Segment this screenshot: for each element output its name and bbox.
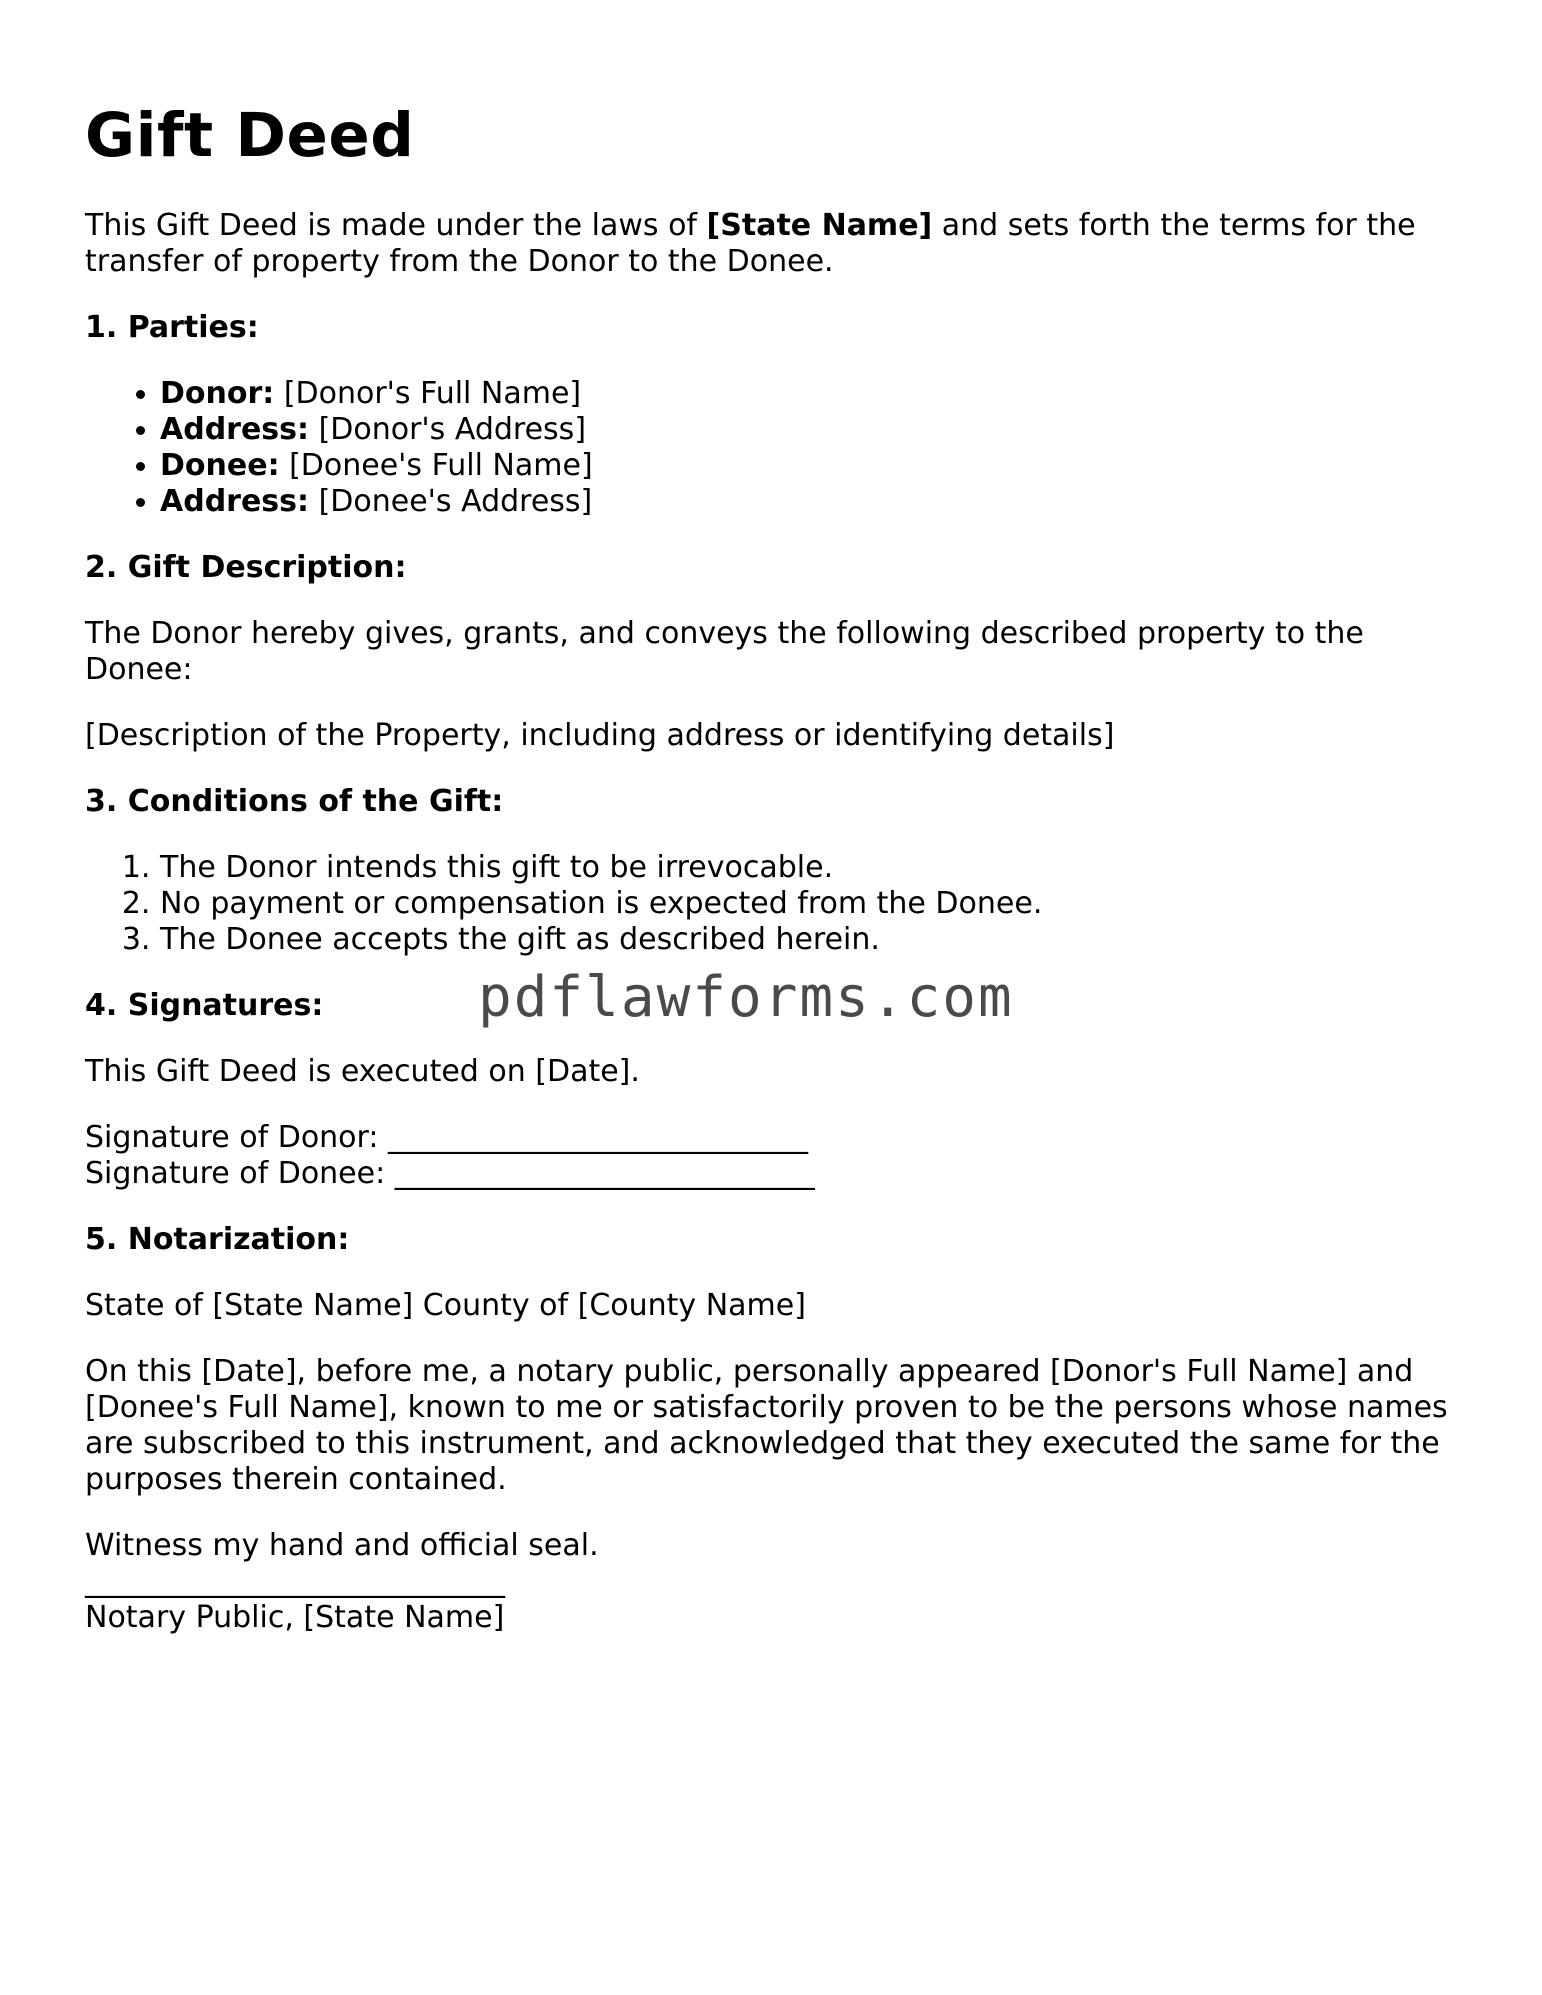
party-label: Donor: — [160, 376, 275, 411]
conditions-heading: 3. Conditions of the Gift: — [85, 784, 504, 819]
notary-signature-line: ____________________________ — [85, 1564, 505, 1599]
parties-list — [85, 376, 1465, 520]
signature-block — [85, 1120, 1465, 1192]
list-item — [160, 412, 1465, 448]
party-label: Address: — [160, 484, 310, 519]
parties-heading: 1. Parties: — [85, 310, 259, 345]
list-item — [160, 376, 1465, 412]
party-value: [Donor's Address] — [309, 412, 587, 447]
intro-before: This Gift Deed is made under the laws of — [85, 208, 707, 243]
state-county-text: State of [State Name] County of [County Name] — [85, 1288, 806, 1323]
watermark: pdflawforms.com — [478, 965, 1014, 1030]
intro-after: and sets forth the terms for the transfer of property from the Donor to the Donee. — [85, 208, 1416, 279]
notary-acknowledgment-paragraph: On this [Date], before me, a notary public, personally appeared [Donor's Full Name] and [Donee's Full Name], known to me or satisfactorily proven to be the persons whose names are subscribed to this instrument, and acknowledged that they executed the same for the purposes therein contained. — [85, 1354, 1448, 1497]
donee-signature-line: Signature of Donee: ____________________________ — [85, 1156, 815, 1191]
conditions-list — [85, 850, 1465, 958]
notary-public-text: Notary Public, [State Name] — [85, 1600, 505, 1635]
list-item: 1. The Donor intends this gift to be irrevocable. — [160, 850, 1465, 886]
document-page — [85, 100, 1465, 1636]
signatures-heading: 4. Signatures: — [85, 988, 324, 1023]
list-item: 3. The Donee accepts the gift as described herein. — [160, 922, 1465, 958]
notary-block — [85, 1528, 1465, 1636]
gift-description-paragraph: The Donor hereby gives, grants, and conveys the following described property to the Donee: — [85, 616, 1364, 687]
gift-description-heading: 2. Gift Description: — [85, 550, 407, 585]
party-value: [Donor's Full Name] — [274, 376, 582, 411]
intro-paragraph — [85, 208, 1465, 280]
page-title: Gift Deed — [85, 100, 415, 171]
donor-signature-line: Signature of Donor: ____________________________ — [85, 1120, 808, 1155]
intro-state-name: [State Name] — [706, 208, 933, 243]
notarization-heading: 5. Notarization: — [85, 1222, 350, 1257]
witness-text: Witness my hand and official seal. — [85, 1528, 599, 1563]
property-description-placeholder: [Description of the Property, including address or identifying details] — [85, 718, 1115, 753]
executed-date-text: This Gift Deed is executed on [Date]. — [85, 1054, 640, 1089]
party-value: [Donee's Full Name] — [279, 448, 593, 483]
list-item: 2. No payment or compensation is expected from the Donee. — [160, 886, 1465, 922]
party-label: Donee: — [160, 448, 280, 483]
list-item — [160, 448, 1465, 484]
party-label: Address: — [160, 412, 310, 447]
list-item — [160, 484, 1465, 520]
party-value: [Donee's Address] — [309, 484, 593, 519]
